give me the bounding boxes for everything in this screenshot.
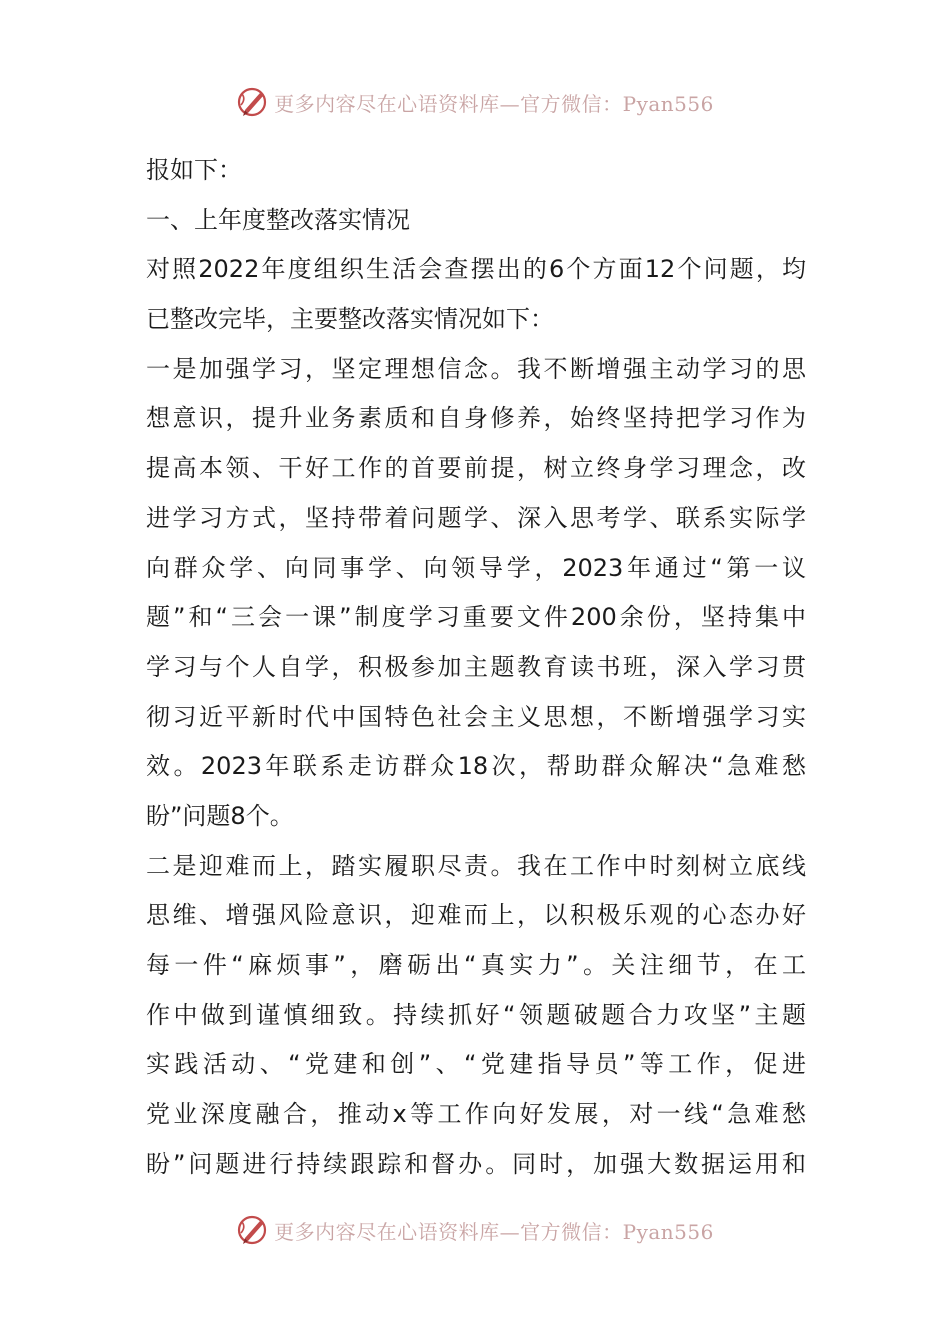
text-line: 彻习近平新时代中国特色社会主义思想，不断增强学习实 [146,702,806,731]
text-line: 盼”问题进行持续跟踪和督办。同时，加强大数据运用和 [146,1149,806,1178]
text-line: 作中做到谨慎细致。持续抓好“领题破题合力攻坚”主题 [146,1000,806,1029]
watermark-text: 更多内容尽在心语资料库—官方微信：Pyan556 [274,91,714,116]
section-heading: 一、上年度整改落实情况 [146,205,410,234]
text-line: 报如下： [146,156,242,184]
text-line: 一是加强学习，坚定理想信念。我不断增强主动学习的思 [146,354,806,383]
footer-watermark [0,1208,950,1252]
pen-logo-icon [236,85,270,119]
text-line: 盼”问题8个。 [146,801,294,830]
text-line: 每一件“麻烦事”，磨砺出“真实力”。关注细节，在工 [146,951,806,979]
text-line: 题”和“三会一课”制度学习重要文件200余份，坚持集中 [146,603,806,632]
pen-logo-icon [236,1213,270,1247]
text-line: 二是迎难而上，踏实履职尽责。我在工作中时刻树立底线 [146,851,806,880]
text-line: 想意识，提升业务素质和自身修养，始终坚持把学习作为 [146,404,806,433]
text-line: 对照2022年度组织生活会查摆出的6个方面12个问题，均 [146,255,806,284]
text-line: 向群众学、向同事学、向领导学，2023年通过“第一议 [146,553,806,582]
text-line: 进学习方式，坚持带着问题学、深入思考学、联系实际学 [146,503,806,532]
watermark-text: 更多内容尽在心语资料库—官方微信：Pyan556 [274,1219,714,1244]
document-body [146,146,806,1189]
header-watermark [0,80,950,124]
text-line: 思维、增强风险意识，迎难而上，以积极乐观的心态办好 [146,901,806,930]
text-line: 提高本领、干好工作的首要前提，树立终身学习理念，改 [146,454,806,483]
text-line: 效。2023年联系走访群众18次，帮助群众解决“急难愁 [146,752,806,781]
text-line: 党业深度融合，推动x等工作向好发展，对一线“急难愁 [146,1100,806,1129]
text-line: 学习与个人自学，积极参加主题教育读书班，深入学习贯 [146,652,806,681]
text-line: 已整改完毕，主要整改落实情况如下： [146,305,554,334]
text-line: 实践活动、“党建和创”、“党建指导员”等工作，促进 [146,1050,806,1079]
